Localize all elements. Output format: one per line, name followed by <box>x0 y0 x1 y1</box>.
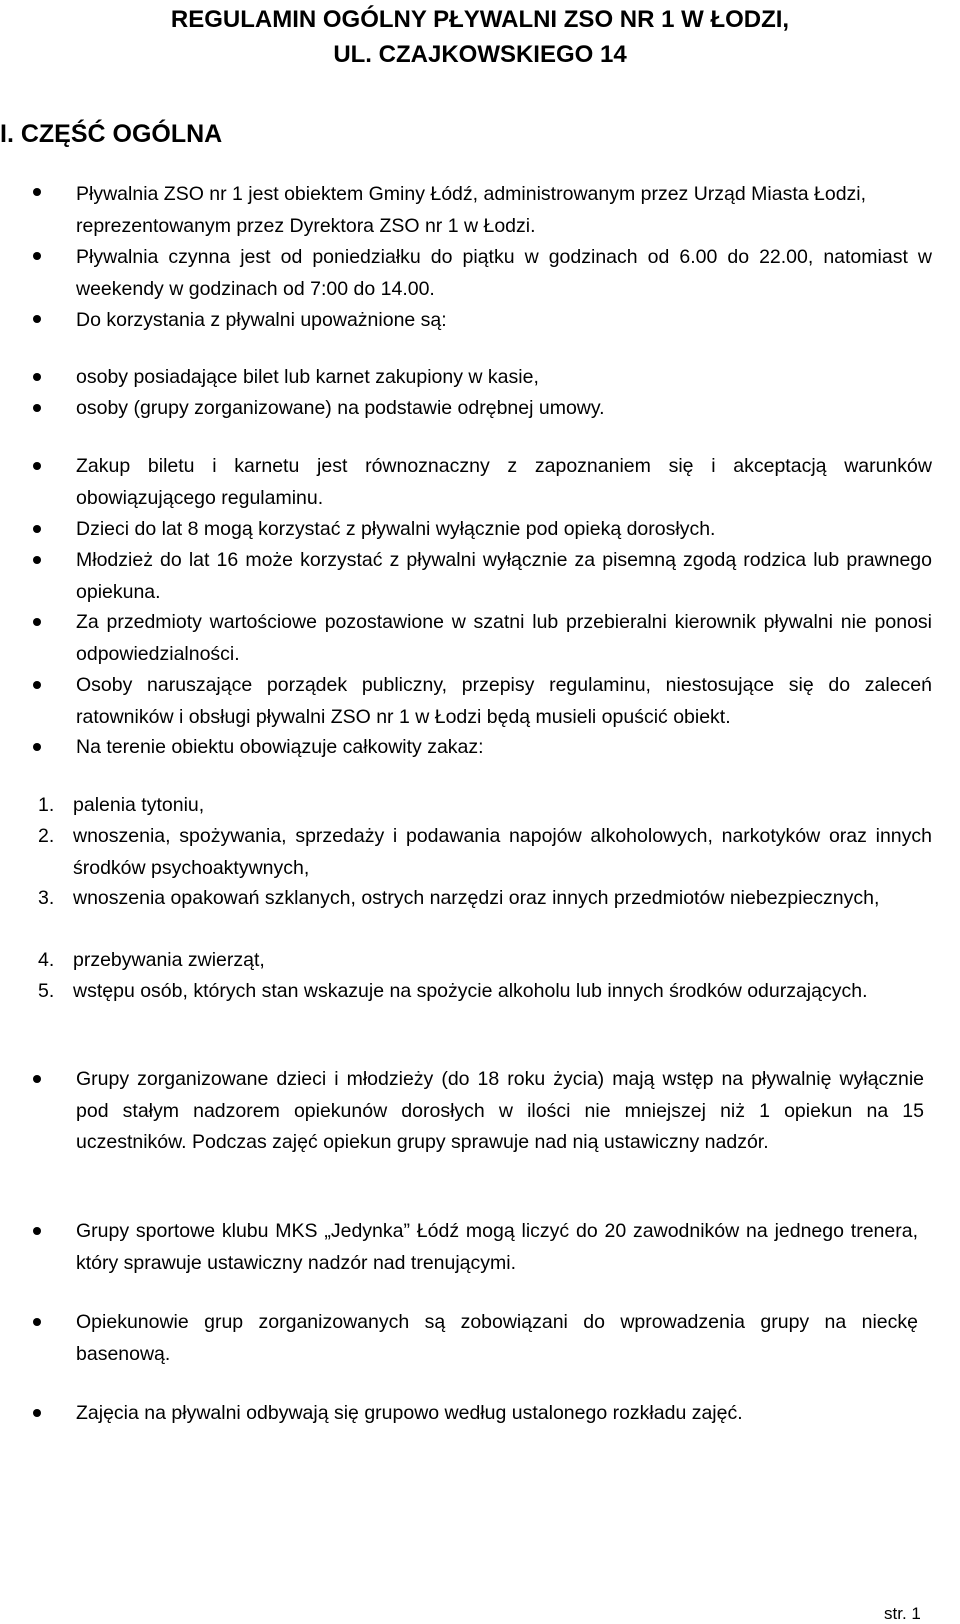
bullet-icon <box>33 1227 41 1235</box>
list-item: osoby (grupy zorganizowane) na podstawie odrębnej umowy. <box>76 397 605 419</box>
bullet-icon <box>33 462 41 470</box>
bullet-icon <box>33 618 41 626</box>
bullet-icon <box>33 743 41 751</box>
list-item: osoby posiadające bilet lub karnet zakupiony w kasie, <box>76 366 539 388</box>
numbered-item: wstępu osób, których stan wskazuje na spożycie alkoholu lub innych środków odurzających. <box>73 980 868 1002</box>
list-number: 1. <box>38 794 55 816</box>
bullet-icon <box>33 252 41 260</box>
list-item: Zajęcia na pływalni odbywają się grupowo według ustalonego rozkładu zajęć. <box>76 1402 743 1424</box>
list-item: Młodzież do lat 16 może korzystać z pływalni wyłącznie za pisemną zgodą rodzica lub prawnego opiekuna. <box>76 549 932 603</box>
list-item: Dzieci do lat 8 mogą korzystać z pływalni wyłącznie pod opieką dorosłych. <box>76 518 716 540</box>
numbered-item: wnoszenia, spożywania, sprzedaży i podawania napojów alkoholowych, narkotyków oraz innych środków psychoaktywnych, <box>73 825 932 879</box>
bullet-icon <box>33 373 41 381</box>
bullet-icon <box>33 404 41 412</box>
title-line-1: REGULAMIN OGÓLNY PŁYWALNI ZSO NR 1 W ŁODZI, <box>170 6 790 33</box>
list-number: 2. <box>38 825 55 847</box>
list-item: Pływalnia ZSO nr 1 jest obiektem Gminy Łódź, administrowanym przez Urząd Miasta Łodzi, reprezentowanym przez Dyrektora ZSO nr 1 w Łodzi. <box>76 183 867 237</box>
list-item: Na terenie obiektu obowiązuje całkowity zakaz: <box>76 736 484 758</box>
list-item: Grupy zorganizowane dzieci i młodzieży (do 18 roku życia) mają wstęp na pływalnię wyłącznie pod stałym nadzorem opiekunów dorosłych w ilości nie mniejszej niż 1 opiekun na 15 uczestników. Podczas zajęć opiekun grupy sprawuje nad nią ustawiczny nadzór. <box>76 1068 924 1153</box>
section-heading: I. CZĘŚĆ OGÓLNA <box>0 120 223 148</box>
bullet-icon <box>33 315 41 323</box>
document-title <box>0 2 960 72</box>
list-item: Za przedmioty wartościowe pozostawione w szatni lub przebieralni kierownik pływalni nie ponosi odpowiedzialności. <box>76 611 932 665</box>
bullet-icon <box>33 1075 41 1083</box>
bullet-icon <box>33 1409 41 1417</box>
bullet-icon <box>33 1318 41 1326</box>
list-number: 3. <box>38 887 55 909</box>
list-item: Zakup biletu i karnetu jest równoznaczny z zapoznaniem się i akceptacją warunków obowiązującego regulaminu. <box>76 455 932 509</box>
list-item: Do korzystania z pływalni upoważnione są: <box>76 309 447 331</box>
list-item: Opiekunowie grup zorganizowanych są zobowiązani do wprowadzenia grupy na nieckę basenową. <box>76 1311 918 1365</box>
bullet-icon <box>33 556 41 564</box>
list-number: 4. <box>38 949 55 971</box>
bullet-icon <box>33 188 41 196</box>
numbered-item: przebywania zwierząt, <box>73 949 265 971</box>
page-number: str. 1 <box>884 1604 921 1623</box>
bullet-icon <box>33 525 41 533</box>
list-item: Grupy sportowe klubu MKS „Jedynka” Łódź mogą liczyć do 20 zawodników na jednego trenera, który sprawuje ustawiczny nadzór nad trenującymi. <box>76 1220 918 1274</box>
list-item: Osoby naruszające porządek publiczny, przepisy regulaminu, niestosujące się do zaleceń ratowników i obsługi pływalni ZSO nr 1 w Łodzi będą musieli opuścić obiekt. <box>76 674 932 728</box>
list-item: Pływalnia czynna jest od poniedziałku do piątku w godzinach od 6.00 do 22.00, natomiast w weekendy w godzinach od 7:00 do 14.00. <box>76 246 932 300</box>
bullet-icon <box>33 681 41 689</box>
numbered-item: palenia tytoniu, <box>73 794 205 816</box>
numbered-item: wnoszenia opakowań szklanych, ostrych narzędzi oraz innych przedmiotów niebezpiecznych, <box>73 887 880 909</box>
title-line-2: UL. CZAJKOWSKIEGO 14 <box>333 41 627 68</box>
list-number: 5. <box>38 980 55 1002</box>
